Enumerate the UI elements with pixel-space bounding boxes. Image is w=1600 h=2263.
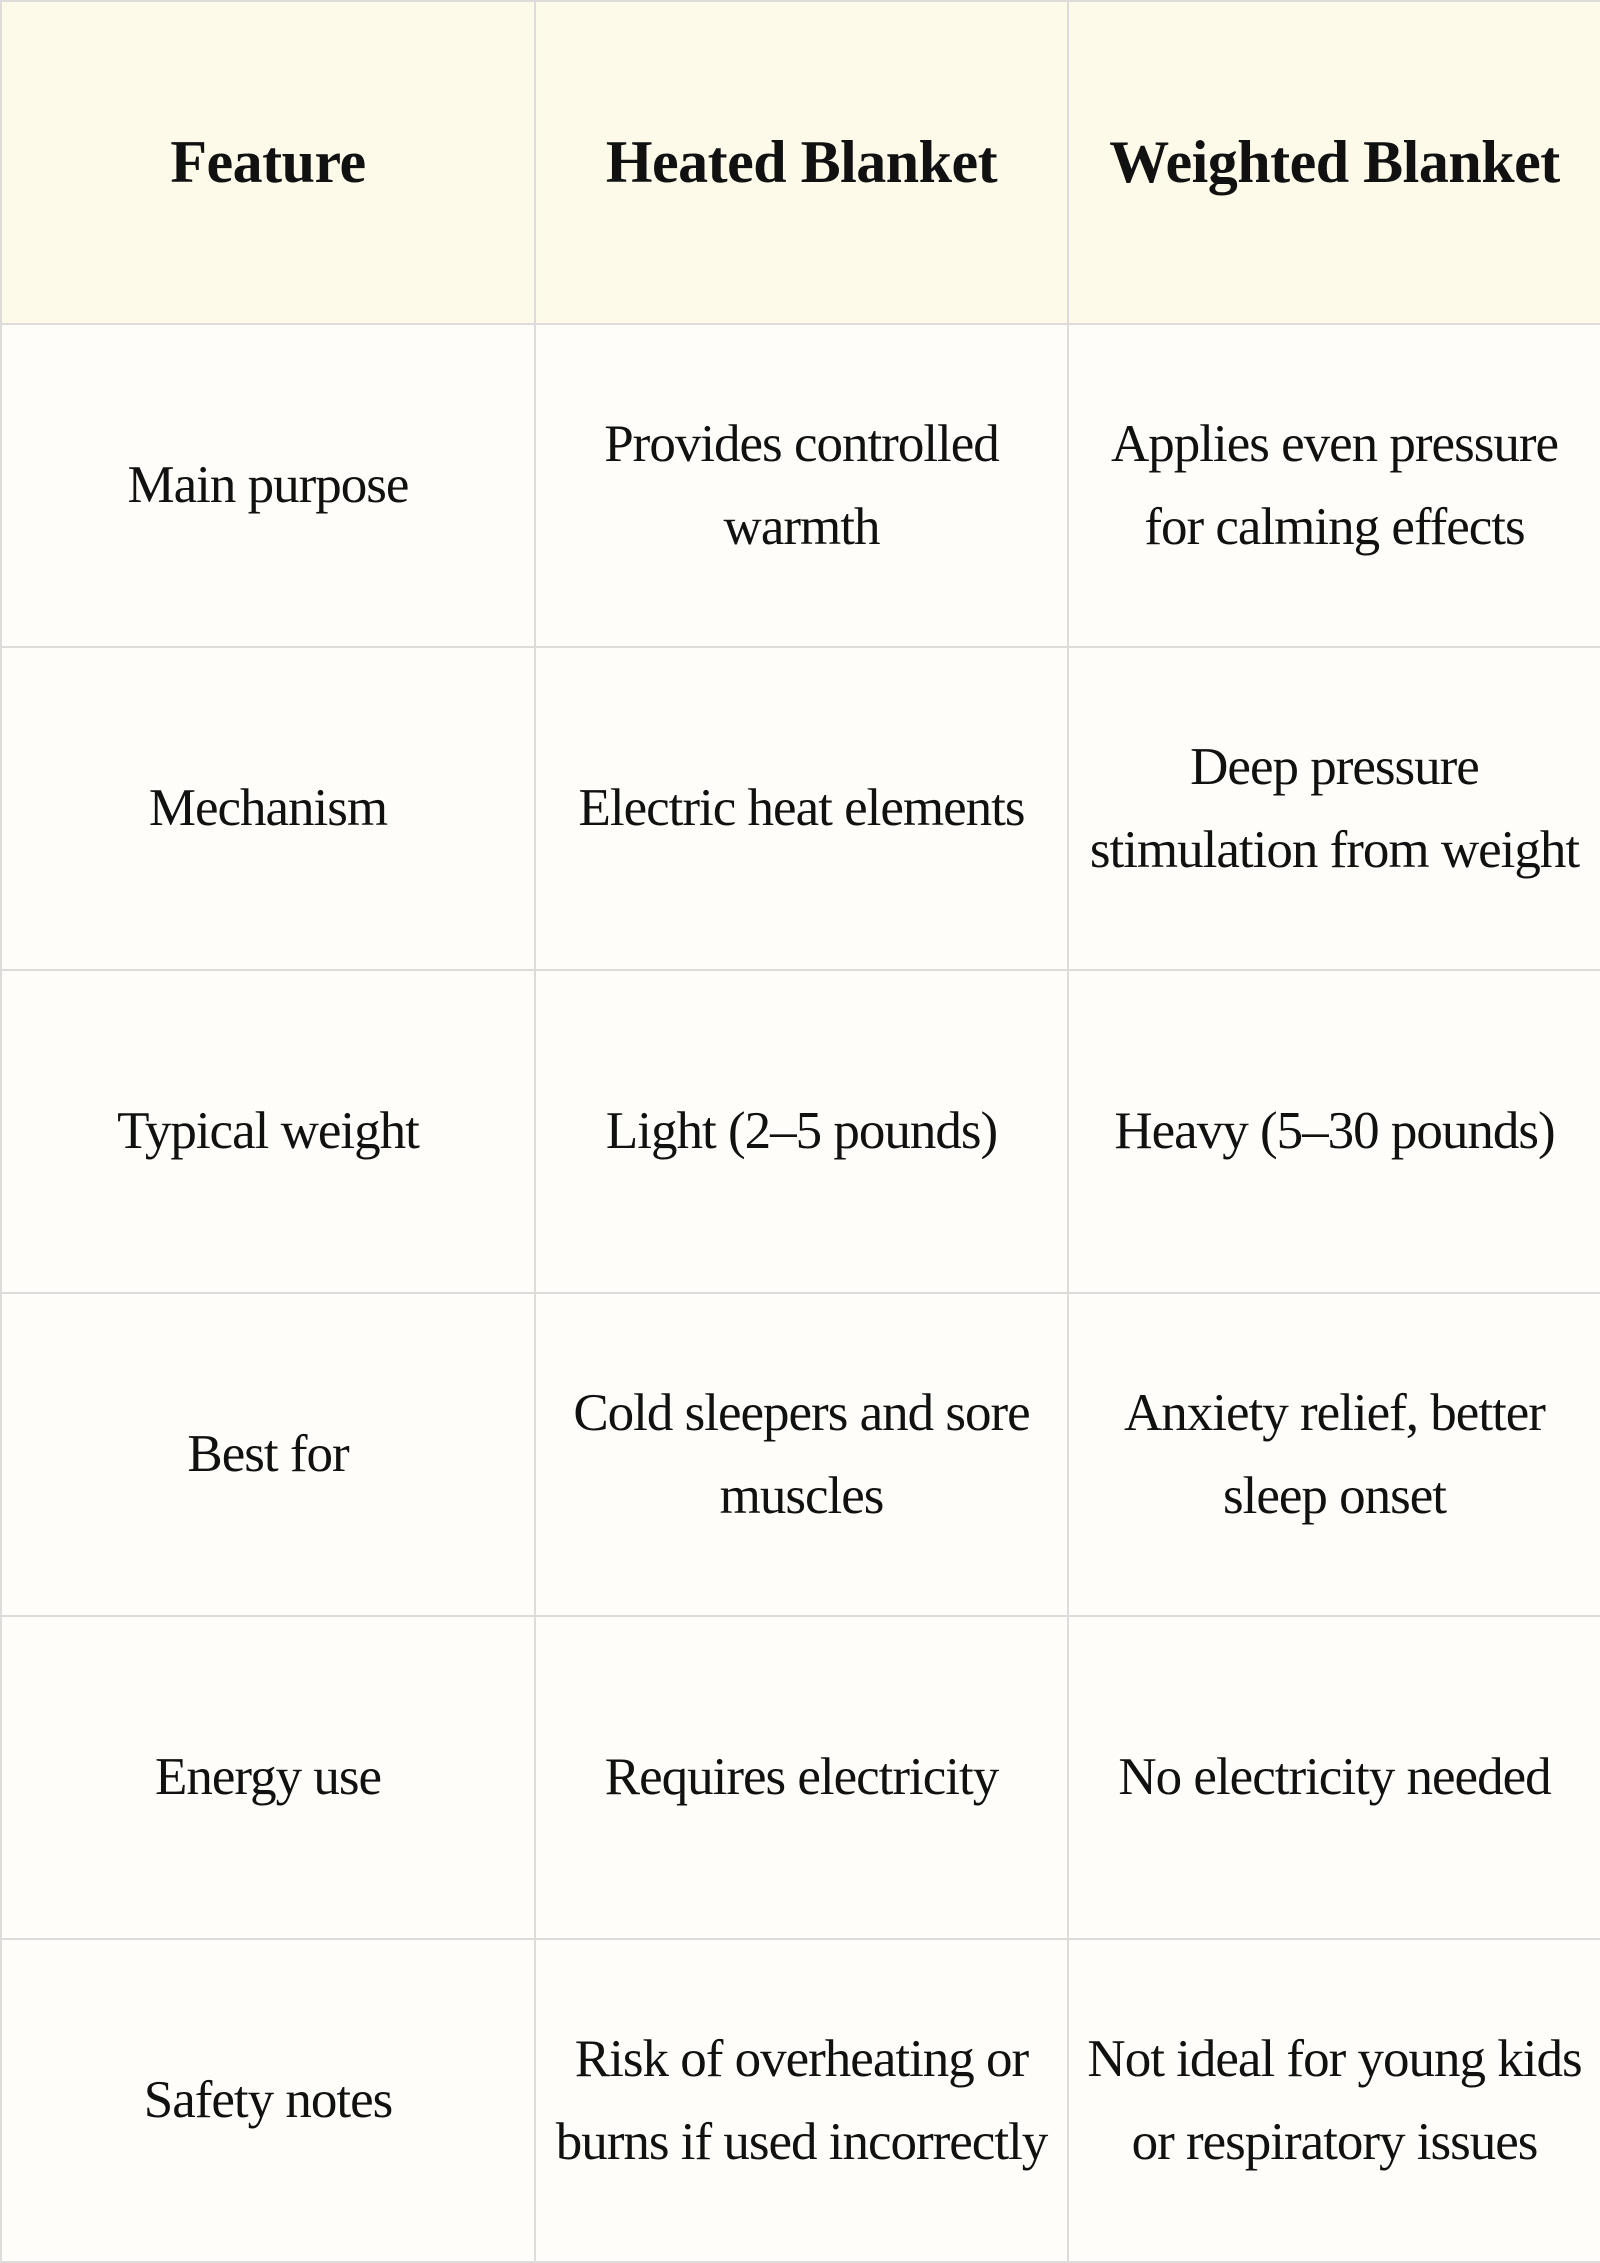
heated-cell: Requires electricity — [535, 1616, 1068, 1939]
heated-cell: Provides controlled warmth — [535, 324, 1068, 647]
weighted-cell: No electricity needed — [1068, 1616, 1600, 1939]
weighted-cell: Deep pressure stimulation from weight — [1068, 647, 1600, 970]
header-weighted-blanket: Weighted Blanket — [1068, 1, 1600, 324]
header-feature: Feature — [1, 1, 535, 324]
feature-cell: Typical weight — [1, 970, 535, 1293]
header-heated-blanket: Heated Blanket — [535, 1, 1068, 324]
heated-cell: Electric heat elements — [535, 647, 1068, 970]
heated-cell: Risk of overheating or burns if used incorrectly — [535, 1939, 1068, 2262]
weighted-cell: Not ideal for young kids or respiratory issues — [1068, 1939, 1600, 2262]
table-row-energy-use — [1, 1616, 1600, 1939]
table-row-safety-notes — [1, 1939, 1600, 2262]
feature-cell: Main purpose — [1, 324, 535, 647]
header-row — [1, 1, 1600, 324]
feature-cell: Best for — [1, 1293, 535, 1616]
table-row-mechanism — [1, 647, 1600, 970]
heated-cell: Cold sleepers and sore muscles — [535, 1293, 1068, 1616]
feature-cell: Mechanism — [1, 647, 535, 970]
feature-cell: Safety notes — [1, 1939, 535, 2262]
table-row-best-for — [1, 1293, 1600, 1616]
feature-cell: Energy use — [1, 1616, 535, 1939]
weighted-cell: Anxiety relief, better sleep onset — [1068, 1293, 1600, 1616]
weighted-cell: Heavy (5–30 pounds) — [1068, 970, 1600, 1293]
weighted-cell: Applies even pressure for calming effects — [1068, 324, 1600, 647]
table-row-main-purpose — [1, 324, 1600, 647]
heated-cell: Light (2–5 pounds) — [535, 970, 1068, 1293]
table-row-typical-weight — [1, 970, 1600, 1293]
